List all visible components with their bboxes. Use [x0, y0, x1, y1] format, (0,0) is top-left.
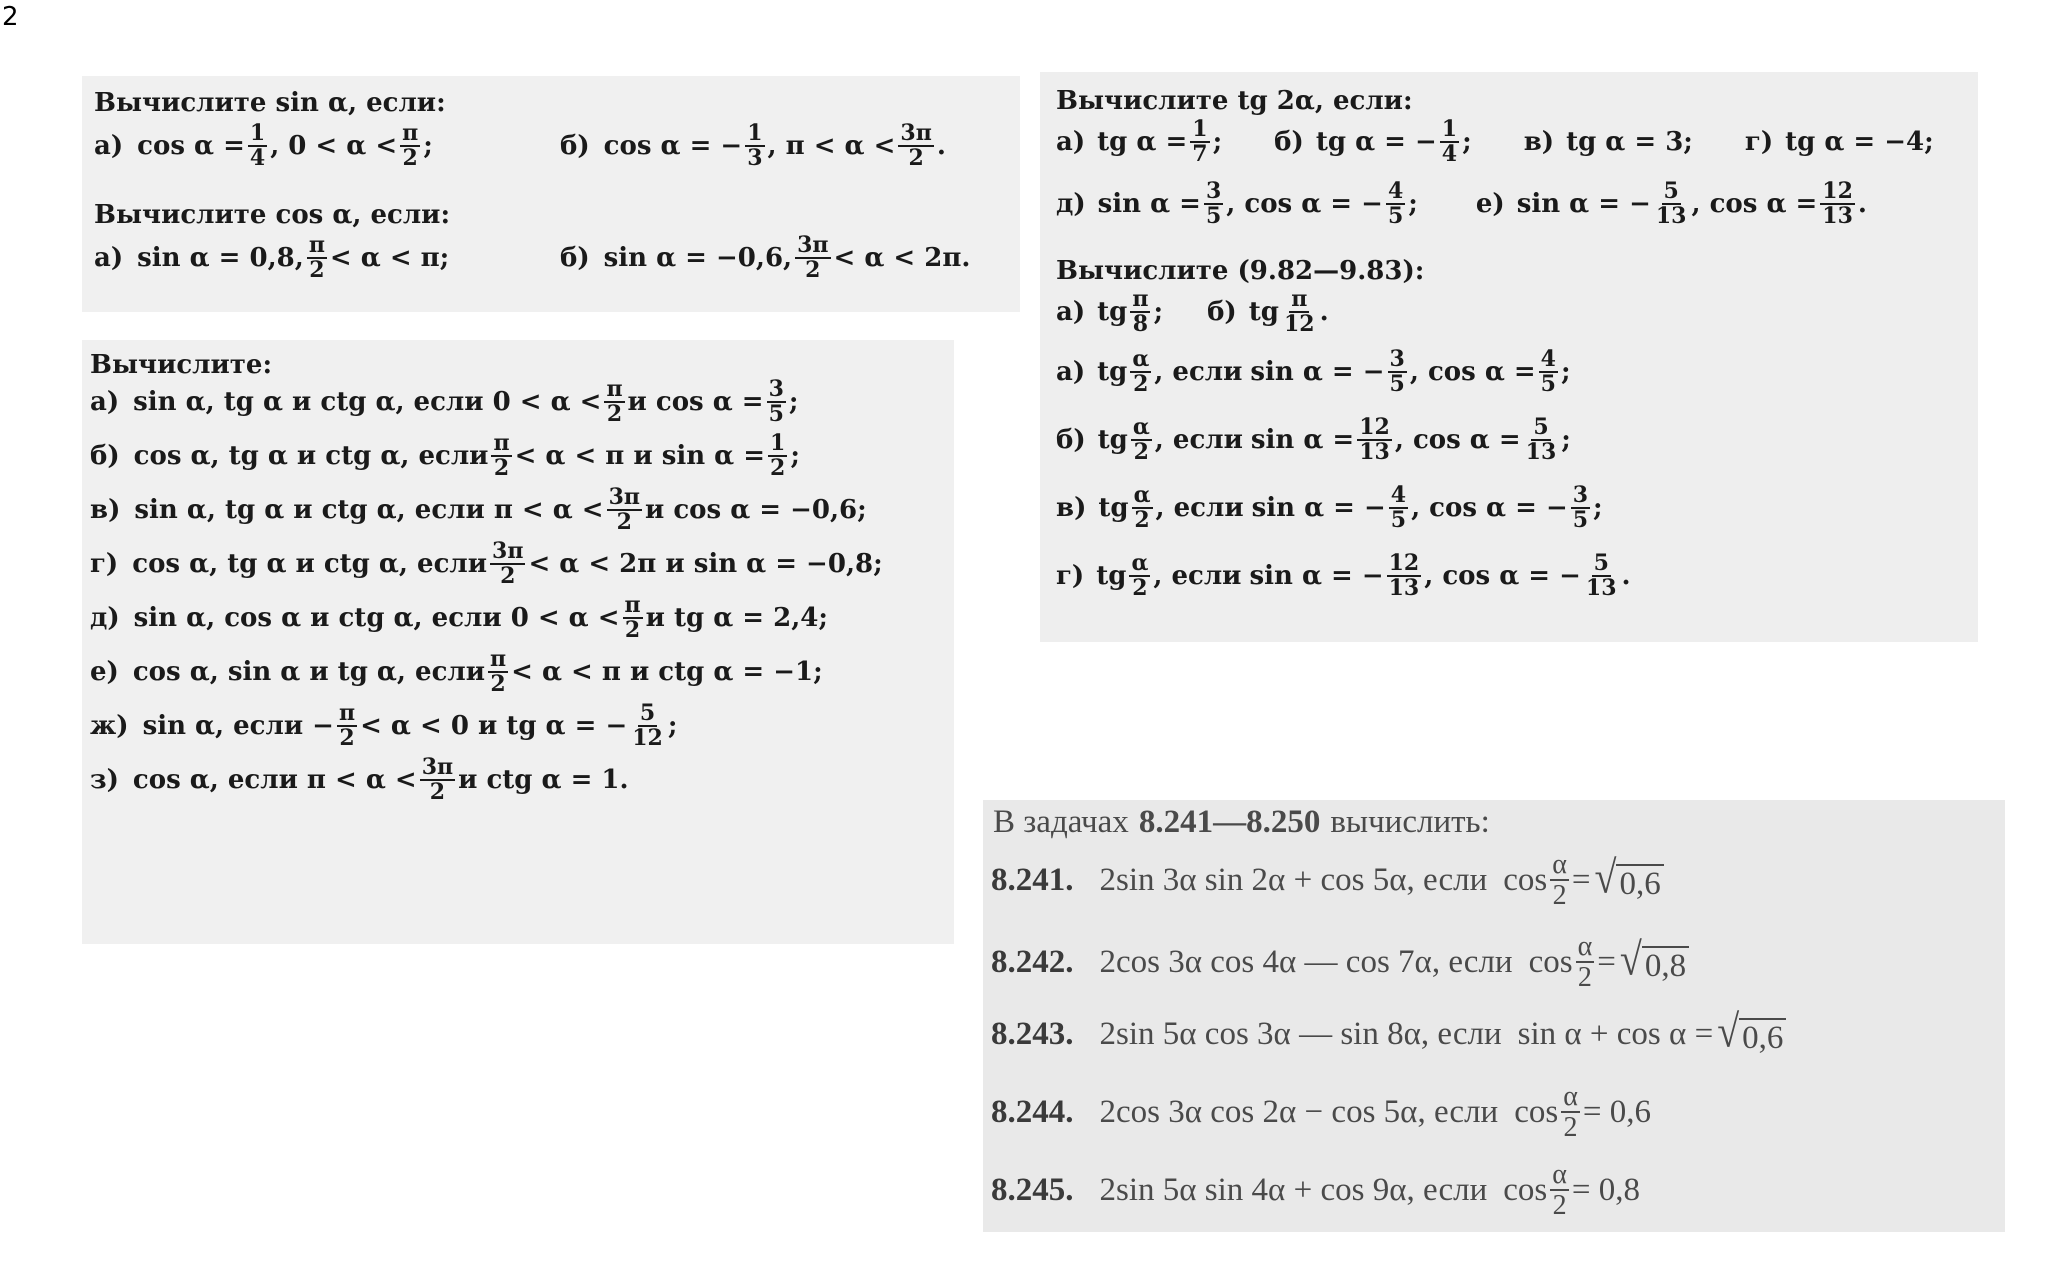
problem-expression: 2cos 3α cos 4α — cos 7α, если [1099, 943, 1513, 980]
compute-item [90, 702, 677, 750]
expr-text: sin α, cos α и ctg α, если 0 < α < [133, 603, 620, 634]
compute-item [90, 432, 800, 480]
fraction: $\frac{12}{13}$ [1822, 178, 1853, 230]
item-label: а) [1056, 297, 1086, 328]
fraction-denominator: 2 [606, 401, 623, 428]
fraction [1539, 348, 1558, 396]
fraction: $\frac{\pi}{8}$ [1132, 286, 1149, 338]
expr-text: tg [1248, 297, 1279, 328]
fraction: $\frac{4}{5}$ [1387, 178, 1404, 230]
expr-text: и ctg α = 1. [458, 765, 629, 796]
problem-relation: = 0,8 [1571, 1171, 1641, 1208]
expr-text: sin α = − [1250, 357, 1385, 388]
expr-text: , cos α = [1691, 189, 1818, 220]
half-angle-item [1056, 484, 1603, 532]
item-label: а) [94, 131, 124, 162]
compute-item [90, 648, 823, 696]
expr-text: < α < π и ctg α = −1; [511, 657, 823, 688]
sin-task-title: Вычислите sin α, если: [94, 88, 446, 118]
fraction [630, 702, 665, 750]
sin-task-b [560, 122, 946, 170]
problem-item [991, 932, 1689, 993]
expr-text: ; [1593, 493, 1603, 524]
fraction-numerator: α [1552, 1159, 1567, 1190]
fraction-denominator: 5 [1389, 371, 1405, 398]
fraction: $\frac{5}{13}$ [1655, 178, 1687, 230]
fraction-numerator: α [1577, 931, 1593, 962]
expr-text: sin α = −0,6, [603, 243, 793, 274]
fraction-denominator: 13 [1585, 575, 1617, 602]
fraction [1389, 484, 1408, 532]
compute-item [90, 594, 828, 642]
intro-text: В задачах [993, 804, 1129, 840]
fraction [1576, 932, 1595, 993]
expr-text: tg [1097, 297, 1128, 328]
expr-text: sin α = − [1251, 493, 1386, 524]
expr-text: , cos α = − [1424, 561, 1581, 592]
square-root [1619, 933, 1689, 985]
fraction-numerator: 5 [1533, 414, 1549, 440]
fraction-numerator: π [606, 376, 623, 402]
expr-text: . [936, 131, 946, 162]
fraction-numerator: 3π [608, 484, 641, 510]
fraction-numerator: α [1132, 414, 1150, 440]
expr-text: и cos α = −0,6; [645, 495, 867, 526]
expr-text: , cos α = − [1411, 493, 1568, 524]
problem-item [991, 1082, 1651, 1143]
expr-text: tg α = [1097, 127, 1188, 158]
item-label: б) [1207, 297, 1237, 328]
problem-number: 8.243. [991, 1016, 1074, 1052]
fraction [491, 432, 511, 480]
compute-item [90, 486, 867, 534]
fraction-numerator: π [493, 430, 510, 456]
fraction-numerator: π [624, 592, 641, 618]
item-label: д) [90, 603, 120, 634]
problem-expression: 2sin 5α cos 3α — sin 8α, если [1099, 1016, 1502, 1052]
problem-relation: = [1597, 943, 1616, 980]
fraction-numerator: 4 [1540, 346, 1556, 372]
item-label: г) [90, 549, 119, 580]
expr-text: sin α = [1097, 189, 1201, 220]
fraction-numerator: α [1552, 849, 1567, 880]
square-root [1717, 1005, 1786, 1057]
fraction [623, 594, 643, 642]
intro-range: 8.241—8.250 [1138, 804, 1321, 840]
fraction [1357, 416, 1392, 464]
range-task-row [1056, 288, 1329, 336]
problem-item [991, 1005, 1786, 1057]
item-label: д) [1056, 189, 1086, 220]
compute-item [90, 756, 629, 804]
expr-text: sin α = − [1249, 561, 1384, 592]
fraction-denominator: 2 [1577, 962, 1592, 994]
tg2a-row-2 [1056, 180, 1867, 228]
fraction: $\frac{3}{5}$ [1205, 178, 1222, 230]
problem-condition: sin α + cos α = [1517, 1016, 1714, 1052]
expr-text: tg α = −4; [1785, 127, 1934, 158]
fraction-denominator: 2 [339, 725, 355, 752]
expr-text: cos α, tg α и ctg α, если [133, 441, 489, 472]
fraction [1129, 552, 1150, 600]
fraction [768, 432, 787, 480]
item-label: г) [1744, 127, 1774, 158]
fraction-denominator: 5 [1390, 507, 1407, 534]
expr-text: cos α = [137, 131, 245, 162]
item-label: а) [1056, 127, 1086, 158]
fraction: $\frac{3\pi}{2}$ [900, 120, 932, 172]
tg2a-task-title: Вычислите tg 2α, если: [1056, 86, 1413, 116]
radicand: 0,6 [1739, 1018, 1786, 1057]
fraction: $\frac{1}{4}$ [1441, 116, 1458, 168]
item-label: ж) [90, 711, 129, 742]
fraction [604, 378, 624, 426]
problem-relation: = 0,6 [1582, 1093, 1651, 1130]
fraction-numerator: α [1563, 1081, 1578, 1112]
problem-expression: 2sin 3α sin 2α + cos 5α, если [1099, 861, 1488, 898]
half-angle-item [1056, 416, 1571, 464]
radical-sign-icon: √ [1594, 851, 1617, 903]
fraction-denominator: 2 [1133, 371, 1149, 398]
problem-condition: cos [1503, 1171, 1548, 1208]
fraction-numerator: 3 [768, 376, 784, 402]
compute-item [90, 540, 883, 588]
expr-text: cos α, tg α и ctg α, если [132, 549, 488, 580]
sin-cos-task-panel [82, 76, 1020, 312]
fraction [1131, 416, 1152, 464]
fraction-denominator: 2 [624, 617, 641, 644]
fraction-numerator: 3π [421, 754, 454, 780]
expr-text: ; [1212, 127, 1223, 158]
fraction-numerator: α [1132, 346, 1150, 372]
expr-text: ; [788, 387, 799, 418]
fraction-numerator: 3 [1389, 346, 1405, 372]
item-label: з) [90, 765, 119, 796]
expr-text: ; [1153, 297, 1164, 328]
fraction-numerator: 1 [770, 430, 786, 456]
expr-text: tg α = − [1315, 127, 1437, 158]
fraction [337, 702, 357, 750]
fraction [1550, 850, 1569, 911]
item-label: б) [1056, 425, 1086, 456]
expr-text: < α < π; [329, 243, 450, 274]
expr-text: , если [1154, 425, 1243, 456]
problem-expression: 2sin 5α sin 4α + cos 9α, если [1099, 1171, 1488, 1208]
fraction-numerator: α [1131, 550, 1149, 576]
fraction-denominator: 2 [1563, 1112, 1578, 1144]
fraction-denominator: 13 [1525, 439, 1557, 466]
item-label: в) [1056, 493, 1087, 524]
fraction [490, 540, 525, 588]
radical-sign-icon: √ [1619, 933, 1642, 985]
fraction [1561, 1082, 1580, 1143]
fraction [607, 486, 642, 534]
expr-text: , π < α < [767, 131, 896, 162]
expr-text: tg [1097, 357, 1128, 388]
item-label: б) [1274, 127, 1304, 158]
expr-text: , 0 < α < [270, 131, 398, 162]
fraction-denominator: 2 [1552, 1190, 1567, 1222]
fraction-denominator: 2 [490, 671, 506, 698]
radical-sign-icon: √ [1717, 1005, 1740, 1057]
fraction [767, 378, 786, 426]
fraction: $\frac{3\pi}{2}$ [797, 232, 829, 284]
fraction [1524, 416, 1559, 464]
fraction [1571, 484, 1590, 532]
item-label: г) [1056, 561, 1085, 592]
intro-text: вычислить: [1330, 804, 1490, 840]
expr-text: ; [790, 441, 800, 472]
item-label: а) [94, 243, 124, 274]
problem-condition: cos [1528, 943, 1573, 980]
problem-number: 8.241. [991, 861, 1074, 898]
problem-relation: = [1571, 861, 1591, 898]
problem-number: 8.242. [991, 943, 1074, 980]
expr-text: , cos α = [1394, 425, 1521, 456]
cos-task-b [560, 234, 970, 282]
fraction: $\frac{1}{7}$ [1192, 116, 1208, 168]
page-number: 2 [2, 2, 19, 32]
tangent-task-panel [1040, 72, 1978, 642]
problem-item [991, 850, 1664, 911]
expr-text: tg [1098, 493, 1129, 524]
item-label: в) [1523, 127, 1555, 158]
expr-text: sin α, tg α и ctg α, если π < α < [134, 495, 604, 526]
problem-condition: cos [1503, 861, 1548, 898]
fraction-denominator: 5 [1572, 507, 1589, 534]
fraction-denominator: 2 [500, 563, 516, 590]
problem-number: 8.245. [991, 1171, 1074, 1208]
fraction-numerator: π [338, 700, 356, 726]
expr-text: sin α = 0,8, [137, 243, 304, 274]
cos-task-a [94, 234, 449, 282]
problem-expression: 2cos 3α cos 2α − cos 5α, если [1099, 1093, 1499, 1130]
problems-intro [993, 804, 1490, 841]
item-label: е) [1475, 189, 1505, 220]
expr-text: , cos α = [1409, 357, 1536, 388]
expr-text: . [1621, 561, 1631, 592]
fraction [488, 648, 508, 696]
compute-task-title: Вычислите: [90, 350, 273, 380]
fraction-denominator: 2 [1132, 575, 1148, 602]
item-label: б) [560, 131, 590, 162]
cos-task-title: Вычислите cos α, если: [94, 200, 451, 230]
fraction-denominator: 12 [632, 725, 663, 752]
fraction-denominator: 13 [1388, 575, 1420, 602]
fraction-denominator: 2 [1552, 880, 1567, 912]
fraction [1130, 348, 1151, 396]
expr-text: , если [1153, 561, 1242, 592]
item-label: б) [560, 243, 590, 274]
fraction: $\frac{\pi}{2}$ [402, 120, 419, 172]
problem-item [991, 1160, 1640, 1221]
compute-item [90, 378, 799, 426]
expr-text: sin α = − [1516, 189, 1651, 220]
expr-text: < α < 0 и tg α = − [360, 711, 628, 742]
expr-text: ; [667, 711, 678, 742]
fraction-denominator: 2 [770, 455, 786, 482]
problem-number: 8.244. [991, 1093, 1074, 1130]
expr-text: ; [1462, 127, 1472, 158]
expr-text: < α < 2π. [833, 243, 971, 274]
expr-text: и tg α = 2,4; [645, 603, 828, 634]
fraction-denominator: 2 [1134, 507, 1150, 534]
expr-text: tg α = 3; [1566, 127, 1693, 158]
item-label: б) [90, 441, 120, 472]
fraction [420, 756, 455, 804]
fraction [1584, 552, 1619, 600]
sin-task-a [94, 122, 433, 170]
expr-text: ; [1408, 189, 1418, 220]
expr-text: cos α, если π < α < [132, 765, 417, 796]
fraction: $\frac{1}{4}$ [249, 120, 266, 172]
expr-text: ; [1560, 357, 1571, 388]
fraction-denominator: 5 [1540, 371, 1556, 398]
problems-panel [983, 800, 2005, 1232]
fraction-numerator: 12 [1388, 550, 1420, 576]
expr-text: tg [1097, 425, 1128, 456]
fraction-numerator: 5 [639, 700, 656, 726]
tg2a-row-1 [1056, 118, 1934, 166]
expr-text: , если [1155, 493, 1244, 524]
fraction-numerator: 3 [1572, 482, 1589, 508]
expr-text: < α < 2π и sin α = −0,8; [528, 549, 883, 580]
expr-text: tg [1096, 561, 1127, 592]
expr-text: ; [1561, 425, 1571, 456]
expr-text: sin α = [1250, 425, 1355, 456]
fraction-denominator: 2 [429, 779, 446, 806]
fraction-numerator: π [490, 646, 507, 672]
expr-text: < α < π и sin α = [514, 441, 766, 472]
fraction: $\frac{\pi}{12}$ [1283, 286, 1315, 338]
fraction-denominator: 2 [493, 455, 510, 482]
fraction-numerator: α [1133, 482, 1151, 508]
expr-text: cos α = − [603, 131, 743, 162]
expr-text: . [1857, 189, 1867, 220]
fraction-numerator: 3π [492, 538, 524, 564]
expr-text: . [1319, 297, 1329, 328]
fraction [1388, 348, 1407, 396]
fraction-denominator: 2 [616, 509, 632, 536]
fraction-numerator: 4 [1390, 482, 1407, 508]
half-angle-item [1056, 348, 1571, 396]
item-label: а) [90, 387, 120, 418]
expr-text: ; [423, 131, 433, 162]
fraction-denominator: 2 [1133, 439, 1149, 466]
compute-task-panel [82, 340, 954, 944]
half-angle-item [1056, 552, 1631, 600]
range-task-title: Вычислите (9.82—9.83): [1056, 256, 1425, 286]
square-root [1594, 851, 1664, 903]
expr-text: sin α, если − [142, 711, 334, 742]
fraction-numerator: 5 [1593, 550, 1609, 576]
item-label: е) [90, 657, 119, 688]
radicand: 0,8 [1642, 946, 1689, 985]
fraction-denominator: 5 [768, 401, 784, 428]
problem-condition: cos [1514, 1093, 1559, 1130]
fraction: $\frac{\pi}{2}$ [308, 232, 325, 284]
item-label: в) [90, 495, 121, 526]
expr-text: sin α, tg α и ctg α, если 0 < α < [133, 387, 602, 418]
item-label: а) [1056, 357, 1086, 388]
radicand: 0,6 [1616, 864, 1663, 903]
fraction: $\frac{1}{3}$ [747, 120, 763, 172]
expr-text: , cos α = − [1226, 189, 1383, 220]
expr-text: cos α, sin α и tg α, если [132, 657, 486, 688]
fraction-denominator: 13 [1359, 439, 1390, 466]
fraction [1550, 1160, 1569, 1221]
fraction-numerator: 12 [1359, 414, 1390, 440]
fraction [1387, 552, 1422, 600]
expr-text: и cos α = [627, 387, 764, 418]
fraction [1132, 484, 1153, 532]
expr-text: , если [1154, 357, 1243, 388]
